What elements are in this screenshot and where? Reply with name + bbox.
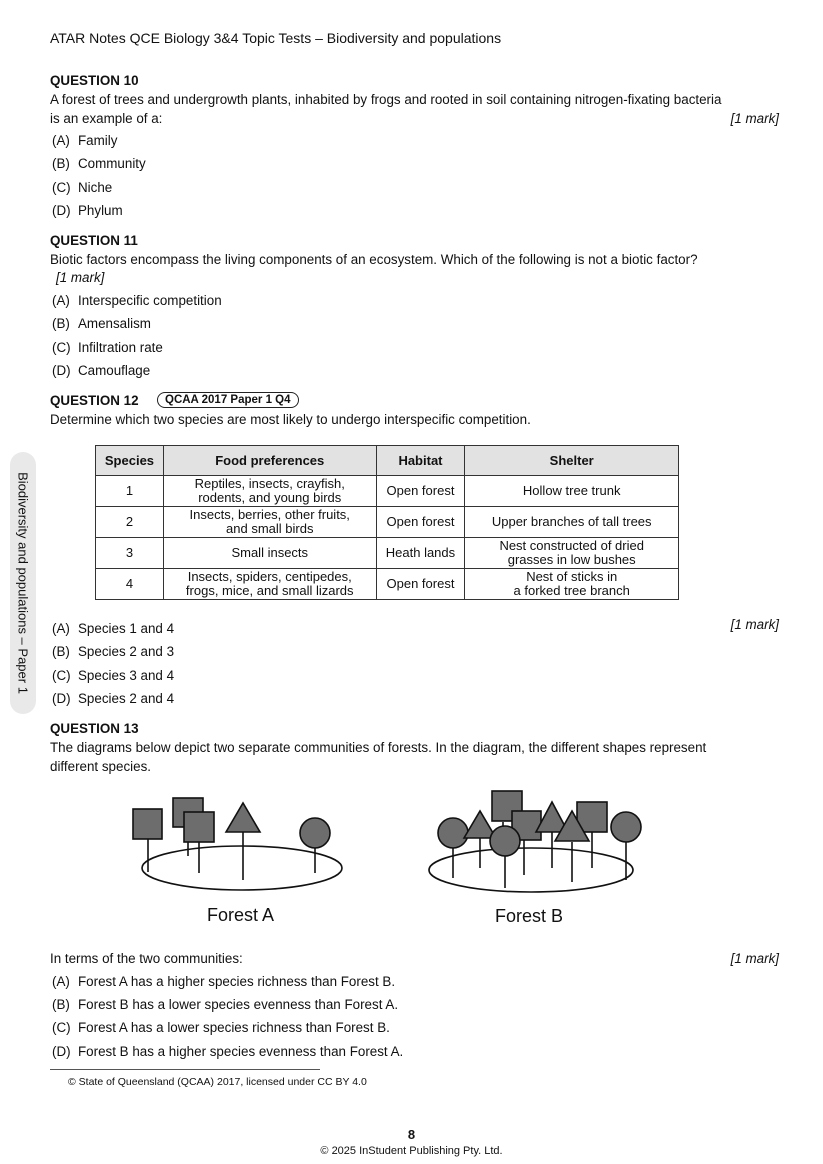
table-row: [96, 569, 679, 600]
question-10-option-d[interactable]: (D) Phylum: [52, 203, 123, 218]
forest-b-community: [429, 791, 641, 892]
habitat-cell: Open forest: [376, 507, 465, 538]
question-13-prompt: In terms of the two communities:: [50, 951, 243, 966]
circle-species-shape: [611, 812, 641, 842]
question-10-text-line1: A forest of trees and undergrowth plants, inhabited by frogs and rooted in soil containing nitrogen-fixating bacteria: [50, 92, 722, 107]
table-row: [96, 507, 679, 538]
question-13-text-line2: different species.: [50, 759, 151, 774]
question-13-mark: [1 mark]: [730, 951, 779, 966]
table-header-food: Food preferences: [163, 446, 376, 476]
page-number: 8: [407, 1127, 416, 1142]
question-13-title: QUESTION 13: [50, 721, 139, 736]
question-10-text-line2: is an example of a:: [50, 111, 163, 126]
square-species-shape: [133, 809, 162, 839]
question-13-option-c[interactable]: (C) Forest A has a lower species richness than Forest B.: [52, 1020, 390, 1035]
species-cell: 4: [96, 569, 164, 600]
forest-b-label: Forest B: [495, 906, 564, 926]
habitat-cell: Heath lands: [376, 538, 465, 569]
habitat-cell: Open forest: [376, 569, 465, 600]
forest-a-community: [133, 798, 342, 890]
question-11-option-b[interactable]: (B) Amensalism: [52, 316, 151, 331]
question-12-option-c[interactable]: (C) Species 3 and 4: [52, 668, 175, 683]
circle-species-shape: [490, 826, 520, 856]
footnote-divider: [50, 1069, 320, 1070]
square-species-shape: [184, 812, 214, 842]
question-11-option-d[interactable]: (D) Camouflage: [52, 363, 151, 378]
shelter-cell: Nest constructed of dried grasses in low bushes: [465, 538, 679, 569]
shelter-cell: Hollow tree trunk: [465, 476, 679, 507]
question-13-option-d[interactable]: (D) Forest B has a higher species evenness than Forest A.: [52, 1044, 404, 1059]
question-12-option-b[interactable]: (B) Species 2 and 3: [52, 644, 175, 659]
species-cell: 2: [96, 507, 164, 538]
question-12-option-d[interactable]: (D) Species 2 and 4: [52, 691, 175, 706]
habitat-cell: Open forest: [376, 476, 465, 507]
question-10-option-a[interactable]: (A) Family: [52, 133, 118, 148]
food-cell: Small insects: [163, 538, 376, 569]
circle-species-shape: [300, 818, 330, 848]
running-header: ATAR Notes QCE Biology 3&4 Topic Tests – Biodiversity and populations: [50, 30, 502, 46]
table-header-habitat: Habitat: [376, 446, 465, 476]
question-12-option-a[interactable]: (A) Species 1 and 4: [52, 621, 175, 636]
shelter-cell: Upper branches of tall trees: [465, 507, 679, 538]
source-badge: QCAA 2017 Paper 1 Q4: [157, 392, 299, 408]
question-12-text: Determine which two species are most likely to undergo interspecific competition.: [50, 412, 531, 427]
table-row: [96, 538, 679, 569]
question-10-option-c[interactable]: (C) Niche: [52, 180, 113, 195]
question-13-text-line1: The diagrams below depict two separate communities of forests. In the diagram, the different shapes represent: [50, 740, 707, 755]
question-10-title: QUESTION 10: [50, 73, 139, 88]
food-cell: Reptiles, insects, crayfish, rodents, and young birds: [163, 476, 376, 507]
question-13-option-b[interactable]: (B) Forest B has a lower species evenness than Forest A.: [52, 997, 399, 1012]
question-13-option-a[interactable]: (A) Forest A has a higher species richness than Forest B.: [52, 974, 396, 989]
side-tab-label: Biodiversity and populations – Paper 1: [15, 472, 31, 694]
circle-species-shape: [438, 818, 468, 848]
food-cell: Insects, spiders, centipedes, frogs, mice, and small lizards: [163, 569, 376, 600]
table-header-row: [96, 446, 679, 476]
question-10-mark: [1 mark]: [730, 111, 779, 126]
table-header-species: Species: [96, 446, 164, 476]
table-header-shelter: Shelter: [465, 446, 679, 476]
question-11-option-a[interactable]: (A) Interspecific competition: [52, 293, 222, 308]
species-cell: 1: [96, 476, 164, 507]
footnote: © State of Queensland (QCAA) 2017, licensed under CC BY 4.0: [68, 1076, 367, 1088]
question-12-mark: [1 mark]: [730, 617, 779, 632]
question-12-title: QUESTION 12: [50, 393, 139, 408]
forest-diagram: [0, 780, 823, 940]
question-11-mark: [1 mark]: [56, 270, 105, 285]
question-11-title: QUESTION 11: [50, 233, 138, 248]
triangle-species-shape: [226, 803, 260, 832]
question-10-option-b[interactable]: (B) Community: [52, 156, 146, 171]
copyright-footer: © 2025 InStudent Publishing Pty. Ltd.: [320, 1145, 503, 1157]
food-cell: Insects, berries, other fruits, and small birds: [163, 507, 376, 538]
shelter-cell: Nest of sticks in a forked tree branch: [465, 569, 679, 600]
species-cell: 3: [96, 538, 164, 569]
species-table: [95, 445, 679, 600]
forest-a-label: Forest A: [207, 905, 275, 925]
question-11-text: Biotic factors encompass the living components of an ecosystem. Which of the following is not a biotic factor?: [50, 252, 698, 267]
question-11-option-c[interactable]: (C) Infiltration rate: [52, 340, 163, 355]
table-row: [96, 476, 679, 507]
